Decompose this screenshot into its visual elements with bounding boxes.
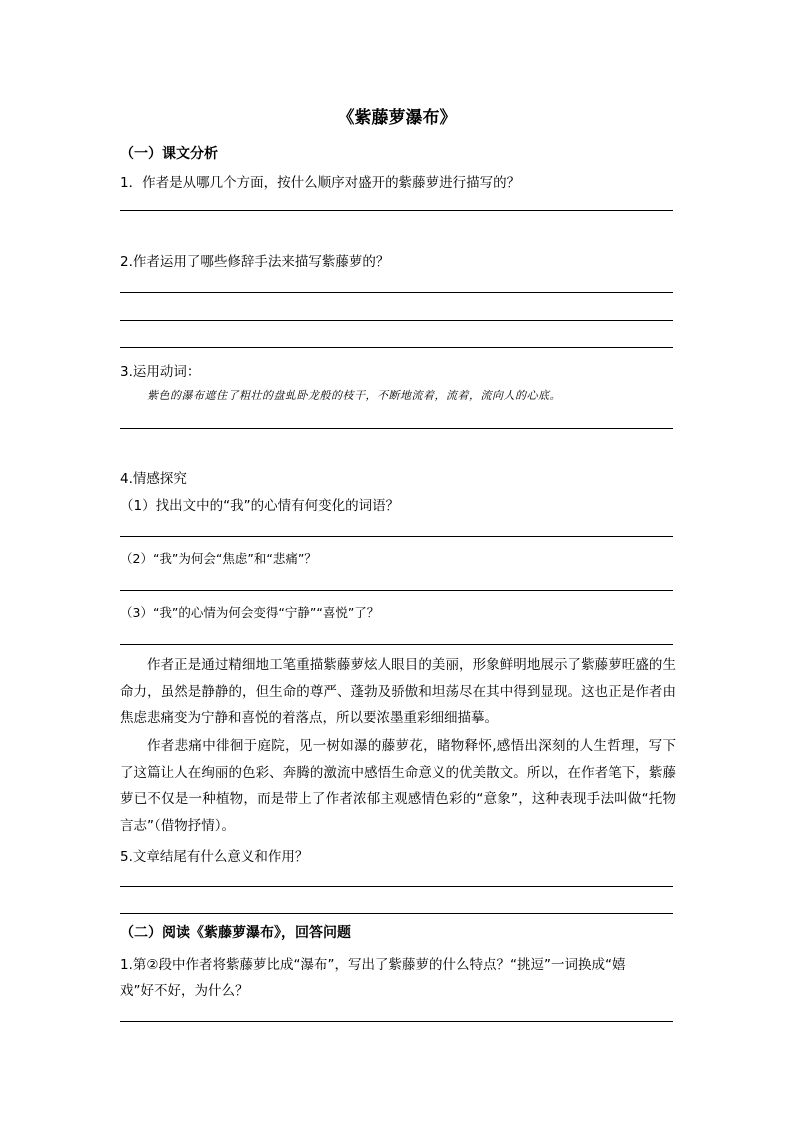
question-3-label: 3.运用动词： (120, 364, 201, 380)
answer-line (120, 347, 673, 348)
question-4-2: （2）“我”为何会“焦虑”和“悲痛”？ (120, 551, 317, 566)
answer-line (120, 886, 673, 887)
analysis-paragraph-1: 作者正是通过精细地工笔重描紫藤萝炫人眼目的美丽，形象鲜明地展示了紫藤萝旺盛的生命力，虽然是静静的，但生命的尊严、蓬勃及骄傲和坦荡尽在其中得到显现。这也正是作者由焦虑悲痛变为宁静和喜悦的着落点，所以要浓墨重彩细细描摹。 (120, 657, 676, 726)
answer-line (120, 320, 673, 321)
answer-line (120, 913, 673, 914)
question-4-label: 4.情感探究 (120, 471, 187, 487)
section-2-question-1-line-2: 戏”好不好，为什么？ (120, 983, 249, 999)
analysis-paragraph-2: 作者悲痛中徘徊于庭院，见一树如瀑的藤萝花，睹物释怀,感悟出深刻的人生哲理，写下了这篇让人在绚丽的色彩、奔腾的激流中感悟生命意义的优美散文。所以，在作者笔下，紫藤萝已不仅是一种植物，而是带上了作者浓郁主观感情色彩的“意象”，这种表现手法叫做“托物言志”（借物抒情）。 (120, 738, 676, 834)
question-5: 5.文章结尾有什么意义和作用？ (120, 849, 309, 865)
answer-line (120, 428, 673, 429)
question-1: 1．作者是从哪几个方面，按什么顺序对盛开的紫藤萝进行描写的？ (120, 175, 521, 191)
question-2: 2.作者运用了哪些修辞手法来描写紫藤萝的？ (120, 254, 390, 270)
handwritten-quote: 紫色的瀑布遮住了粗壮的盘虬卧龙般的枝干，不断地流着，流着，流向人的心底。 (147, 389, 561, 402)
section-1-heading: （一）课文分析 (120, 146, 218, 162)
page-title: 《紫藤萝瀑布》 (337, 108, 457, 128)
section-2-heading: （二）阅读《紫藤萝瀑布》，回答问题 (120, 925, 351, 941)
section-2-question-1-line-1: 1.第②段中作者将紫藤萝比成“瀑布”，写出了紫藤萝的什么特点？“挑逗”一词换成“嬉 (120, 957, 626, 973)
question-4-3: （3）“我”的心情为何会变得“宁静”“喜悦”了？ (120, 605, 380, 620)
answer-line (120, 590, 673, 591)
answer-line (120, 1021, 673, 1022)
question-4-1: （1）找出文中的“我”的心情有何变化的词语？ (120, 498, 400, 514)
answer-line (120, 536, 673, 537)
answer-line (120, 644, 673, 645)
answer-line (120, 210, 673, 211)
answer-line (120, 292, 673, 293)
